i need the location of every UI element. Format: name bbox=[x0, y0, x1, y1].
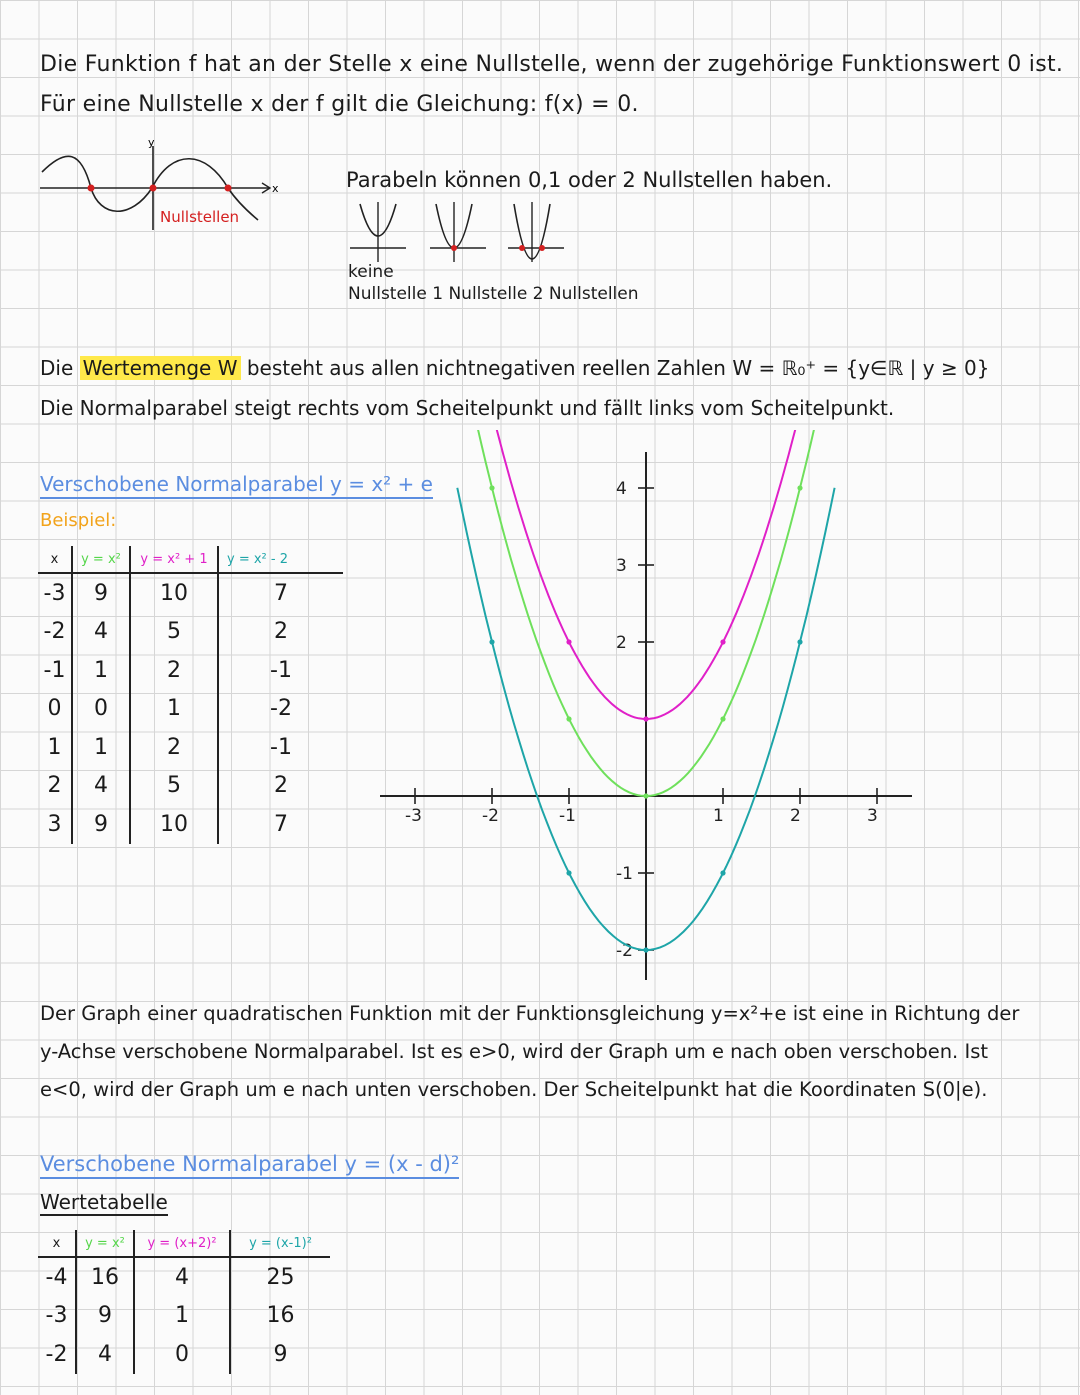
table-header-row bbox=[38, 546, 343, 573]
data-point bbox=[720, 716, 725, 721]
cell: 16 bbox=[266, 1303, 295, 1329]
cell: 4 bbox=[76, 1335, 134, 1374]
cell: -2 bbox=[38, 1335, 76, 1374]
section2-title: Verschobene Normalparabel y = (x - d)² bbox=[40, 1152, 459, 1179]
data-point bbox=[566, 716, 571, 721]
wertemenge-line bbox=[40, 356, 990, 380]
sketch-x-label: x bbox=[272, 182, 279, 195]
sketch-y-label: y bbox=[148, 138, 155, 149]
parabeln-caption-bottom: Nullstelle 1 Nullstelle 2 Nullstellen bbox=[348, 284, 639, 304]
explanation-line-3: e<0, wird der Graph um e nach unten verschoben. Der Scheitelpunkt hat die Koordinaten S(0|e). bbox=[40, 1078, 988, 1101]
cell: -2 bbox=[38, 613, 72, 652]
cell: 9 bbox=[72, 805, 130, 844]
sketch-root-3 bbox=[225, 185, 232, 192]
data-point bbox=[489, 639, 494, 644]
y-tick-label: -1 bbox=[616, 864, 633, 884]
col-header-x2: y = x² bbox=[76, 1230, 134, 1257]
cell: 4 bbox=[72, 613, 130, 652]
cell: -1 bbox=[270, 657, 292, 683]
col-header-x2: y = x² bbox=[72, 546, 130, 573]
parabel-sketches bbox=[346, 196, 566, 266]
explanation-line-2: y-Achse verschobene Normalparabel. Ist es e>0, wird der Graph um e nach oben verschoben. Ist bbox=[40, 1040, 989, 1063]
intro-line-1: Die Funktion f hat an der Stelle x eine Nullstelle, wenn der zugehörige Funktionswert 0 ist. bbox=[40, 52, 1064, 77]
table-row bbox=[38, 805, 343, 844]
y-tick-label: 4 bbox=[616, 479, 627, 499]
cell: 10 bbox=[130, 573, 218, 613]
data-point bbox=[489, 485, 494, 490]
x-tick-label: -2 bbox=[482, 806, 499, 826]
intro-line-2: Für eine Nullstelle x der f gilt die Gleichung: f(x) = 0. bbox=[40, 92, 639, 117]
cell: 4 bbox=[72, 767, 130, 806]
wertemenge-prefix: Die bbox=[40, 356, 74, 380]
cell: 0 bbox=[134, 1335, 230, 1374]
cell: 0 bbox=[72, 690, 130, 729]
cell: 10 bbox=[130, 805, 218, 844]
x-tick-label: 1 bbox=[713, 806, 724, 826]
cell: -1 bbox=[38, 651, 72, 690]
cell: 9 bbox=[72, 573, 130, 613]
cell: 9 bbox=[76, 1297, 134, 1336]
x-tick-label: -1 bbox=[559, 806, 576, 826]
table-row bbox=[38, 1335, 330, 1374]
col-header-x-minus-1-sq: y = (x-1)² bbox=[230, 1230, 330, 1257]
table-row bbox=[38, 613, 343, 652]
sketch-root-2 bbox=[150, 185, 157, 192]
cell: 1 bbox=[72, 651, 130, 690]
cell: 1 bbox=[72, 728, 130, 767]
table-row bbox=[38, 1297, 330, 1336]
cell: 5 bbox=[130, 613, 218, 652]
data-point bbox=[566, 639, 571, 644]
wertemenge-line-2: Die Normalparabel steigt rechts vom Scheitelpunkt und fällt links vom Scheitelpunkt. bbox=[40, 396, 895, 420]
data-point bbox=[797, 639, 802, 644]
cell: -3 bbox=[38, 573, 72, 613]
cell: -4 bbox=[38, 1257, 76, 1297]
data-point bbox=[643, 716, 648, 721]
cell: 7 bbox=[274, 811, 288, 837]
cell: 2 bbox=[274, 619, 288, 645]
table-row bbox=[38, 1257, 330, 1297]
cell: 3 bbox=[38, 805, 72, 844]
parabola-graph bbox=[376, 430, 916, 990]
data-point bbox=[643, 793, 648, 798]
col-header-x-plus-2-sq: y = (x+2)² bbox=[134, 1230, 230, 1257]
y-tick-label: -2 bbox=[616, 941, 633, 961]
cell: 2 bbox=[38, 767, 72, 806]
wertemenge-highlight: Wertemenge W bbox=[80, 356, 241, 380]
explanation-line-1: Der Graph einer quadratischen Funktion mit der Funktionsgleichung y=x²+e ist eine in Richtung der bbox=[40, 1002, 1020, 1025]
cell: -2 bbox=[270, 696, 292, 722]
cell: 2 bbox=[274, 773, 288, 799]
cell: 1 bbox=[134, 1297, 230, 1336]
cell: 2 bbox=[130, 651, 218, 690]
wertemenge-rest: besteht aus allen nichtnegativen reellen Zahlen W = ℝ₀⁺ = {y∈ℝ | y ≥ 0} bbox=[246, 356, 990, 380]
cell: 4 bbox=[134, 1257, 230, 1297]
cell: 0 bbox=[38, 690, 72, 729]
cell: 2 bbox=[130, 728, 218, 767]
x-tick-label: -3 bbox=[405, 806, 422, 826]
parabeln-heading: Parabeln können 0,1 oder 2 Nullstellen haben. bbox=[346, 168, 833, 192]
cell: 1 bbox=[38, 728, 72, 767]
table-row bbox=[38, 767, 343, 806]
section2-subtitle: Wertetabelle bbox=[40, 1190, 168, 1214]
parabeln-caption-top: keine bbox=[348, 262, 394, 282]
table-row bbox=[38, 573, 343, 613]
y-tick-label: 3 bbox=[616, 556, 627, 576]
col-header-x2-minus-2: y = x² - 2 bbox=[218, 546, 343, 573]
x-tick-label: 2 bbox=[790, 806, 801, 826]
wertetabelle-1 bbox=[38, 546, 343, 844]
section1-example-label: Beispiel: bbox=[40, 510, 117, 531]
cell: 5 bbox=[130, 767, 218, 806]
cell: 25 bbox=[266, 1264, 295, 1290]
nullstellen-label: Nullstellen bbox=[160, 208, 240, 226]
cell: -1 bbox=[270, 734, 292, 760]
cell: 1 bbox=[130, 690, 218, 729]
data-point bbox=[720, 870, 725, 875]
data-point bbox=[566, 870, 571, 875]
wertetabelle-2 bbox=[38, 1230, 330, 1374]
x-tick-label: 3 bbox=[867, 806, 878, 826]
col-header-x2-plus-1: y = x² + 1 bbox=[130, 546, 218, 573]
cell: 16 bbox=[76, 1257, 134, 1297]
y-tick-label: 2 bbox=[616, 633, 627, 653]
table-header-row bbox=[38, 1230, 330, 1257]
cell: -3 bbox=[38, 1297, 76, 1336]
table-row bbox=[38, 690, 343, 729]
table-row bbox=[38, 651, 343, 690]
table-row bbox=[38, 728, 343, 767]
cell: 9 bbox=[273, 1341, 288, 1367]
col-header-x: x bbox=[38, 546, 72, 573]
data-point bbox=[720, 639, 725, 644]
section1-title: Verschobene Normalparabel y = x² + e bbox=[40, 472, 433, 499]
col-header-x: x bbox=[38, 1230, 76, 1257]
data-point bbox=[643, 947, 648, 952]
data-point bbox=[797, 485, 802, 490]
sketch-root-1 bbox=[88, 185, 95, 192]
cell: 7 bbox=[274, 580, 288, 606]
